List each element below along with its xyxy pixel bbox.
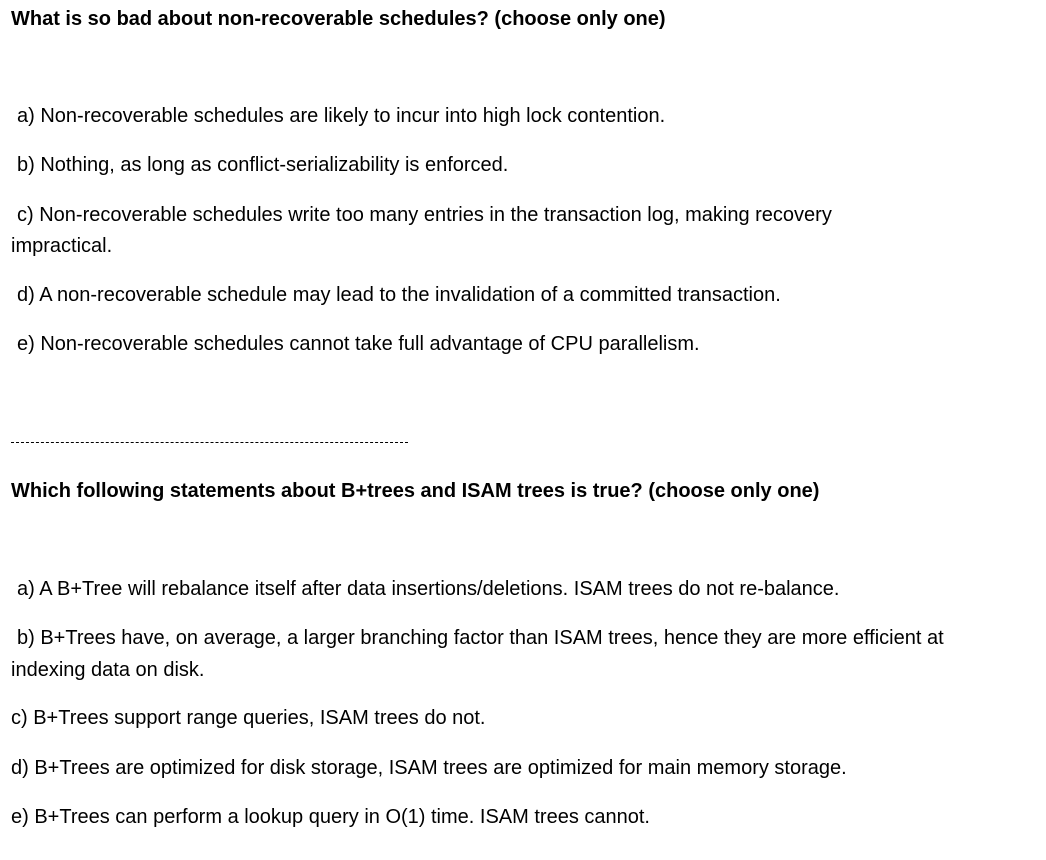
question-2-option-b: b) B+Trees have, on average, a larger branching factor than ISAM trees, hence they are more efficient at [17,627,944,649]
question-2-option-c: c) B+Trees support range queries, ISAM trees do not. [11,707,486,729]
question-2-option-a: a) A B+Tree will rebalance itself after data insertions/deletions. ISAM trees do not re-balance. [17,578,840,600]
question-1-option-e: e) Non-recoverable schedules cannot take full advantage of CPU parallelism. [17,333,700,355]
question-2-prompt: Which following statements about B+trees and ISAM trees is true? (choose only one) [11,480,820,502]
question-2-option-e: e) B+Trees can perform a lookup query in O(1) time. ISAM trees cannot. [11,806,650,828]
section-divider [11,442,408,443]
question-2-option-d: d) B+Trees are optimized for disk storage, ISAM trees are optimized for main memory storage. [11,757,847,779]
question-2-option-b-continued: indexing data on disk. [11,659,205,681]
question-1-option-b: b) Nothing, as long as conflict-serializability is enforced. [17,154,509,176]
question-1-option-a: a) Non-recoverable schedules are likely to incur into high lock contention. [17,105,666,127]
question-1-option-c-continued: impractical. [11,235,113,257]
question-1-option-d: d) A non-recoverable schedule may lead to the invalidation of a committed transaction. [17,284,781,306]
question-1-prompt: What is so bad about non-recoverable schedules? (choose only one) [11,8,666,30]
question-1-option-c: c) Non-recoverable schedules write too many entries in the transaction log, making recovery [17,204,832,226]
